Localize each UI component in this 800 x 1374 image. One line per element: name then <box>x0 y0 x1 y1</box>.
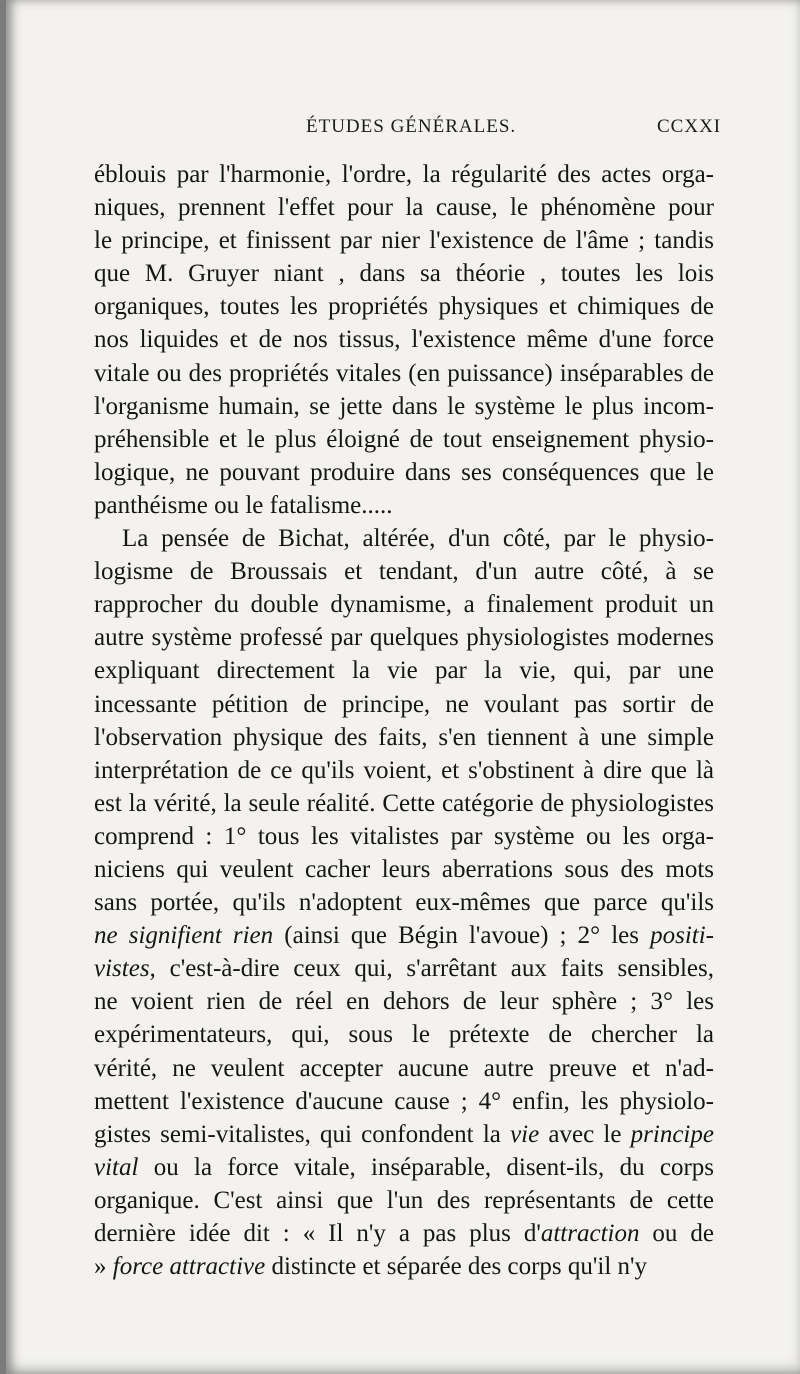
text-segment: expliquant directement la vie par la vie, qui, par une <box>94 657 714 685</box>
text-segment: éblouis par l'harmonie, l'ordre, la régularité des actes orga- <box>94 161 714 188</box>
text-line <box>94 820 714 853</box>
text-segment: l'observation physique des faits, s'en tiennent à une simple <box>94 723 714 751</box>
text-line <box>94 423 714 456</box>
text-segment: mettent l'existence d'aucune cause ; 4° enfin, les physiolo- <box>94 1087 714 1115</box>
text-segment: rapprocher du double dynamisme, a finalement produit un <box>94 591 714 619</box>
text-line <box>94 985 714 1018</box>
text-segment: préhensible et le plus éloigné de tout enseignement physio- <box>94 425 714 453</box>
text-line <box>94 456 714 489</box>
running-header <box>6 116 800 146</box>
text-segment: est la vérité, la seule réalité. Cette catégorie de physiologistes <box>94 789 714 817</box>
text-line <box>94 754 714 787</box>
italic-text: principe <box>630 1120 714 1148</box>
text-line <box>94 555 714 588</box>
text-segment: avec le <box>539 1120 631 1148</box>
text-line <box>94 158 714 191</box>
text-segment: expérimentateurs, qui, sous le prétexte de chercher la <box>94 1021 714 1049</box>
text-line <box>94 853 714 886</box>
text-segment: logisme de Broussais et tendant, d'un autre côté, à se <box>94 558 714 586</box>
text-line <box>94 952 714 985</box>
text-segment: ne voient rien de réel en dehors de leur sphère ; 3° les <box>94 988 714 1016</box>
text-line <box>94 886 714 919</box>
text-line <box>94 224 714 257</box>
page-number: CCXXI <box>657 116 722 137</box>
text-line <box>94 688 714 721</box>
text-line <box>94 390 714 423</box>
book-page <box>6 0 800 1374</box>
text-segment: autre système professé par quelques physiologistes modernes <box>94 624 714 652</box>
text-line <box>94 522 714 555</box>
text-line <box>94 1118 714 1151</box>
text-segment: (ainsi que Bégin l'avoue) ; 2° les <box>273 922 651 950</box>
text-line <box>94 1151 714 1184</box>
text-segment: l'organisme humain, se jette dans le système le plus incom- <box>94 392 714 420</box>
text-segment: c'est-à-dire ceux qui, s'arrêtant aux faits sensibles, <box>155 955 714 983</box>
text-segment: gistes semi-vitalistes, qui confondent la <box>94 1120 511 1148</box>
text-line <box>94 489 714 522</box>
text-segment: ou la force vitale, inséparable, disent-ils, du corps <box>138 1153 714 1181</box>
text-segment: incessante pétition de principe, ne voulant pas sortir de <box>94 690 714 718</box>
text-line <box>94 290 714 323</box>
italic-text: positi- <box>650 922 714 950</box>
text-line <box>94 1184 714 1217</box>
text-segment: dernière idée dit : « Il n'y a pas plus d' <box>94 1220 541 1247</box>
italic-text: vital <box>94 1153 139 1181</box>
italic-text: ne signifient rien <box>94 922 274 950</box>
text-line <box>94 721 714 754</box>
text-line <box>94 588 714 621</box>
text-segment: nos liquides et de nos tissus, l'existence même d'une force <box>94 326 714 354</box>
text-segment: organique. C'est ainsi que l'un des représentants de cette <box>94 1186 714 1214</box>
text-segment: niciens qui veulent cacher leurs aberrations sous des mots <box>94 855 714 883</box>
text-segment: sans portée, qu'ils n'adoptent eux-mêmes que parce qu'ils <box>94 889 714 917</box>
text-line <box>94 323 714 356</box>
italic-text: attraction <box>540 1220 640 1247</box>
text-segment: ou de <box>639 1220 714 1247</box>
italic-text: vistes, <box>94 955 156 983</box>
text-line <box>94 787 714 820</box>
text-segment: comprend : 1° tous les vitalistes par système ou les orga- <box>94 822 714 850</box>
text-line <box>94 1217 714 1250</box>
text-line <box>94 919 714 952</box>
text-segment: logique, ne pouvant produire dans ses conséquences que le <box>94 458 714 486</box>
italic-text: force attractive <box>112 1253 266 1281</box>
text-line <box>94 621 714 654</box>
body-text <box>94 158 714 1283</box>
text-line <box>94 357 714 390</box>
text-segment: vitale ou des propriétés vitales (en puissance) inséparables de <box>94 359 714 387</box>
text-segment: organiques, toutes les propriétés physiques et chimiques de <box>94 293 714 321</box>
text-segment: La pensée de Bichat, altérée, d'un côté, par le physio- <box>122 525 714 553</box>
text-line <box>94 654 714 687</box>
text-segment: panthéisme ou le fatalisme..... <box>94 491 393 519</box>
text-line <box>94 1018 714 1051</box>
text-line <box>94 1052 714 1085</box>
text-line <box>94 257 714 290</box>
text-segment: niques, prennent l'effet pour la cause, le phénomène pour <box>94 194 714 222</box>
text-segment: que M. Gruyer niant , dans sa théorie , toutes les lois <box>94 260 714 288</box>
italic-text: vie <box>510 1120 540 1148</box>
text-segment: interprétation de ce qu'ils voient, et s'obstinent à dire que là <box>94 756 714 784</box>
text-line <box>94 1250 714 1283</box>
text-line <box>94 191 714 224</box>
text-segment: distincte et séparée des corps qu'il n'y <box>265 1253 648 1281</box>
running-title: ÉTUDES GÉNÉRALES. <box>306 116 517 137</box>
text-line <box>94 1085 714 1118</box>
text-segment: » <box>94 1253 113 1281</box>
text-segment: le principe, et finissent par nier l'existence de l'âme ; tandis <box>94 227 714 255</box>
text-segment: vérité, ne veulent accepter aucune autre preuve et n'ad- <box>94 1054 714 1082</box>
